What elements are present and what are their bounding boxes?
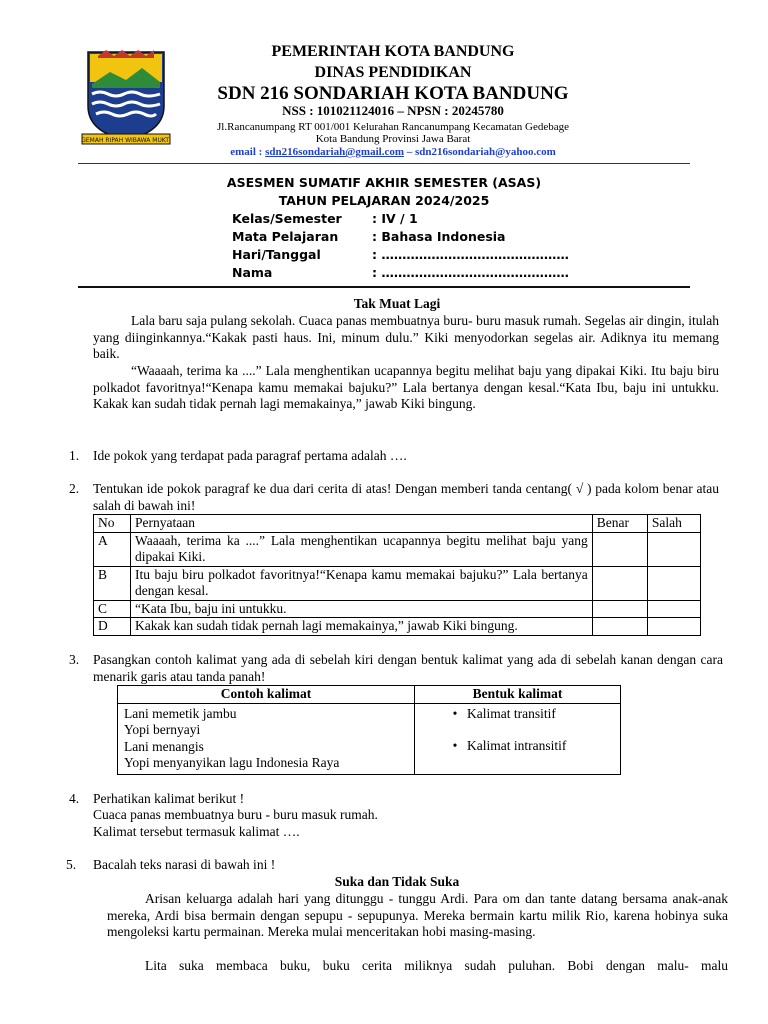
col-examples: Contoh kalimat	[118, 686, 415, 704]
q5-story-title: Suka dan Tidak Suka	[334, 874, 460, 889]
false-checkbox-cell[interactable]	[647, 618, 700, 636]
true-checkbox-cell[interactable]	[592, 600, 647, 618]
q4-line-3: Kalimat tersebut termasuk kalimat ….	[93, 824, 300, 839]
gov-line: PEMERINTAH KOTA BANDUNG	[271, 43, 515, 60]
bullet-icon: •	[452, 738, 458, 753]
true-checkbox-cell[interactable]	[592, 566, 647, 600]
false-checkbox-cell[interactable]	[647, 566, 700, 600]
row-statement: Itu baju biru polkadot favoritnya!“Kenapa kamu memakai bajuku?” Lala bertanya dengan kesal.	[131, 566, 593, 600]
row-no: D	[94, 618, 131, 636]
table-header-row	[94, 515, 701, 533]
meta-key: Nama	[232, 265, 273, 280]
email-link-gmail[interactable]: sdn216sondariah@gmail.com	[265, 146, 404, 158]
row-statement: Waaaah, terima ka ....” Lala menghentikan ucapannya begitu melihat baju yang dipakai Kiki.	[131, 532, 593, 566]
q2-table	[93, 514, 701, 636]
row-statement: “Kata Ibu, baju ini untukku.	[131, 600, 593, 618]
false-checkbox-cell[interactable]	[647, 600, 700, 618]
row-no: A	[94, 532, 131, 566]
email-label: email :	[230, 146, 266, 158]
meta-key: Kelas/Semester	[232, 211, 342, 226]
q5-number: 5.	[66, 857, 77, 872]
meta-key: Hari/Tanggal	[232, 247, 321, 262]
address-line-2: Kota Bandung Provinsi Jawa Barat	[315, 133, 471, 145]
school-ids: NSS : 101021124016 – NPSN : 20245780	[282, 103, 504, 118]
q3-text: Pasangkan contoh kalimat yang ada di sebelah kiri dengan bentuk kalimat yang ada di sebelah kanan dengan cara menarik garis atau tanda panah!	[93, 652, 723, 684]
meta-value: : Bahasa Indonesia	[372, 229, 506, 244]
meta-name	[232, 265, 569, 280]
dept-line: DINAS PENDIDIKAN	[314, 64, 472, 81]
form-item[interactable]	[443, 706, 614, 723]
story-paragraph-2: “Waaaah, terima ka ....” Lala menghentikan ucapannya begitu melihat baju yang dipakai Kiki. Itu baju biru polkadot favoritnya!“Kenapa kamu memakai bajuku?” Lala bertanya dengan kesal.“Kata Ibu, baju ini untukku. Kakak kan sudah tidak pernah lagi memakainya,” jawab Kiki bingung.	[93, 363, 719, 411]
forms-cell	[415, 703, 621, 774]
col-statement: Pernyataan	[131, 515, 593, 533]
q1-text: Ide pokok yang terdapat pada paragraf pertama adalah ….	[93, 448, 407, 463]
row-no: B	[94, 566, 131, 600]
table-row	[94, 600, 701, 618]
school-name: SDN 216 SONDARIAH KOTA BANDUNG	[217, 83, 569, 104]
col-false: Salah	[647, 515, 700, 533]
email-line	[190, 146, 596, 158]
form-item[interactable]	[443, 738, 614, 755]
example-item[interactable]: Lani menangis	[124, 738, 204, 754]
form-label: Kalimat intransitif	[467, 738, 567, 753]
example-item[interactable]: Yopi bernyayi	[124, 722, 201, 737]
q1-number: 1.	[69, 448, 80, 463]
true-checkbox-cell[interactable]	[592, 532, 647, 566]
meta-value: : ………………………………………	[372, 265, 569, 280]
letterhead-divider	[78, 163, 690, 164]
exam-title: ASESMEN SUMATIF AKHIR SEMESTER (ASAS)	[226, 175, 542, 190]
q4-line-1: Perhatikan kalimat berikut !	[93, 791, 245, 806]
q4-line-2: Cuaca panas membuatnya buru - buru masuk rumah.	[93, 807, 378, 822]
logo-motto: GEMAH RIPAH WIBAWA MUKTI	[81, 137, 171, 144]
header-divider	[78, 286, 690, 288]
email-separator: –	[404, 146, 415, 158]
table-row	[118, 703, 621, 774]
table-header-row	[118, 686, 621, 704]
q4-number: 4.	[69, 791, 80, 806]
story-title: Tak Muat Lagi	[353, 296, 441, 311]
table-row	[94, 566, 701, 600]
row-statement: Kakak kan sudah tidak pernah lagi memakainya,” jawab Kiki bingung.	[131, 618, 593, 636]
col-no: No	[94, 515, 131, 533]
true-checkbox-cell[interactable]	[592, 618, 647, 636]
meta-value: : IV / 1	[372, 211, 418, 226]
meta-date	[232, 247, 569, 262]
q2-number: 2.	[69, 481, 80, 496]
story-paragraph-1: Lala baru saja pulang sekolah. Cuaca panas membuatnya buru- buru masuk rumah. Segelas air dingin, itulah yang diinginkannya.“Kakak pasti haus. Ini, minum dulu.” Kiki menyodorkan segelas air. Adiknya itu memang baik.	[93, 313, 719, 361]
q5-paragraph-1: Arisan keluarga adalah hari yang ditunggu - tunggu Ardi. Para om dan tante datang bersama anak-anak mereka, Ardi bisa bermain dengan sepupu - sepupunya. Mereka bermain kartu milik Rio, karena hobinya suka mengoleksi kartu permainan. Mereka mulai menceritakan hobi masing-masing.	[107, 891, 728, 939]
bullet-icon: •	[452, 705, 458, 721]
false-checkbox-cell[interactable]	[647, 532, 700, 566]
address-line-1: Jl.Rancanumpang RT 001/001 Kelurahan Rancanumpang Kecamatan Gedebage	[217, 121, 569, 133]
table-row	[94, 532, 701, 566]
email-yahoo: sdn216sondariah@yahoo.com	[415, 146, 556, 158]
city-emblem-logo	[80, 44, 172, 148]
table-row	[94, 618, 701, 636]
meta-key: Mata Pelajaran	[232, 229, 339, 244]
row-no: C	[94, 600, 131, 618]
examples-cell	[118, 703, 415, 774]
meta-subject	[232, 229, 506, 244]
q5-text: Bacalah teks narasi di bawah ini !	[93, 857, 276, 872]
q3-matching-table	[117, 685, 621, 775]
q5-paragraph-2: Lita suka membaca buku, buku cerita miliknya sudah puluhan. Bobi dengan malu- malu	[145, 958, 728, 973]
q2-text: Tentukan ide pokok paragraf ke dua dari cerita di atas! Dengan memberi tanda centang( √ ) pada kolom benar atau salah di bawah ini!	[93, 481, 719, 513]
example-item[interactable]: Yopi menyanyikan lagu Indonesia Raya	[124, 755, 340, 770]
form-label: Kalimat transitif	[467, 705, 556, 721]
exam-year: TAHUN PELAJARAN 2024/2025	[278, 193, 490, 208]
col-true: Benar	[592, 515, 647, 533]
meta-value: : ………………………………………	[372, 247, 569, 262]
q3-number: 3.	[69, 652, 80, 667]
example-item[interactable]: Lani memetik jambu	[124, 705, 237, 721]
col-forms: Bentuk kalimat	[415, 686, 621, 704]
meta-class	[232, 211, 418, 226]
